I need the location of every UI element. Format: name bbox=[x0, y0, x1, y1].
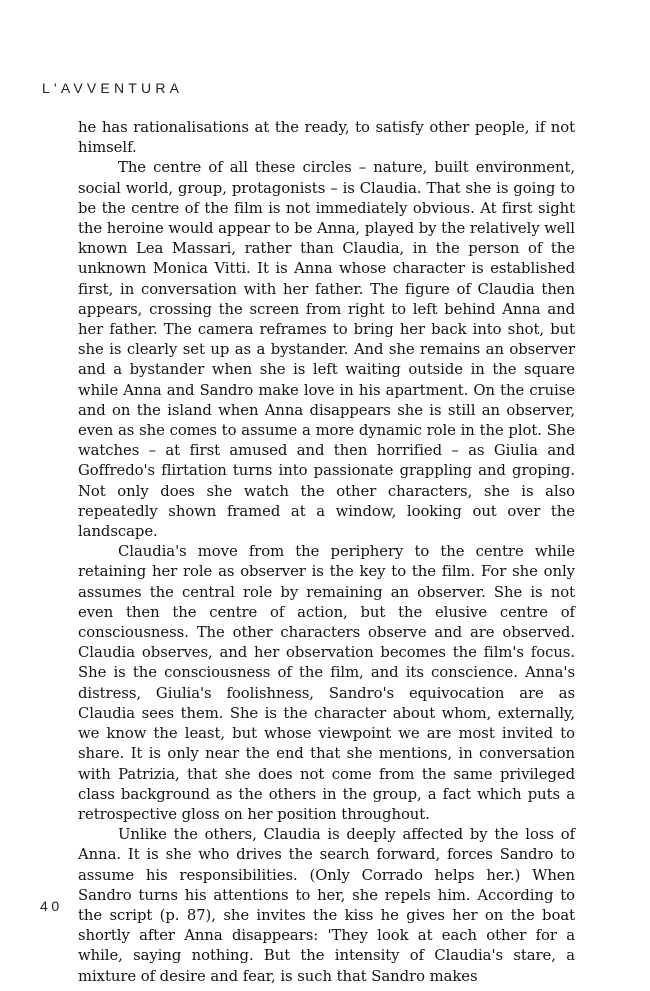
paragraph-4: Unlike the others, Claudia is deeply affected by the loss of Anna. It is she who drives the search forward, forces Sandro to assume his responsibilities. (Only Corrado helps her.) When Sandro turns his attentions to her, she repels him. According to the script (p. 87), she invites the kiss he gives her on the boat shortly after Anna disappears: 'They look at each other for a while, saying nothing. But the intensity of Claudia's stare, a mixture of desire and fear, is such that Sandro makes bbox=[78, 826, 575, 985]
paragraph-3: Claudia's move from the periphery to the centre while retaining her role as observer is the key to the film. For she only assumes the central role by remaining an observer. She is not even then the centre of action, but the elusive centre of consciousness. The other characters observe and are observed. Claudia observes, and her observation becomes the film's focus. She is the consciousness of the film, and its conscience. Anna's distress, Giulia's foolishness, Sandro's equivocation are as Claudia sees them. She is the character about whom, externally, we know the least, but whose viewpoint we are most invited to share. It is only near the end that she mentions, in conversation with Patrizia, that she does not come from the same privileged class background as the others in the group, a fact which puts a retrospective gloss on her position throughout. bbox=[78, 543, 575, 823]
body-text bbox=[78, 118, 575, 987]
paragraph-2: The centre of all these circles – nature, built environment, social world, group, protagonists – is Claudia. That she is going to be the centre of the film is not immediately obvious. At first sight the heroine would appear to be Anna, played by the relatively well known Lea Massari, rather than Claudia, in the person of the unknown Monica Vitti. It is Anna whose character is established first, in conversation with her father. The figure of Claudia then appears, crossing the screen from right to left behind Anna and her father. The camera reframes to bring her back into shot, but she is clearly set up as a bystander. And she remains an observer and a bystander when she is left waiting outside in the square while Anna and Sandro make love in his apartment. On the cruise and on the island when Anna disappears she is still an observer, even as she comes to assume a more dynamic role in the plot. She watches – at first amused and then horrified – as Giulia and Goffredo's flirtation turns into passionate grappling and groping. Not only does she watch the other characters, she is also repeatedly shown framed at a window, looking out over the landscape. bbox=[78, 159, 575, 541]
running-head: L'AVVENTURA bbox=[42, 80, 184, 96]
page-number: 40 bbox=[40, 898, 63, 914]
paragraph-1: he has rationalisations at the ready, to satisfy other people, if not himself. bbox=[78, 119, 575, 157]
